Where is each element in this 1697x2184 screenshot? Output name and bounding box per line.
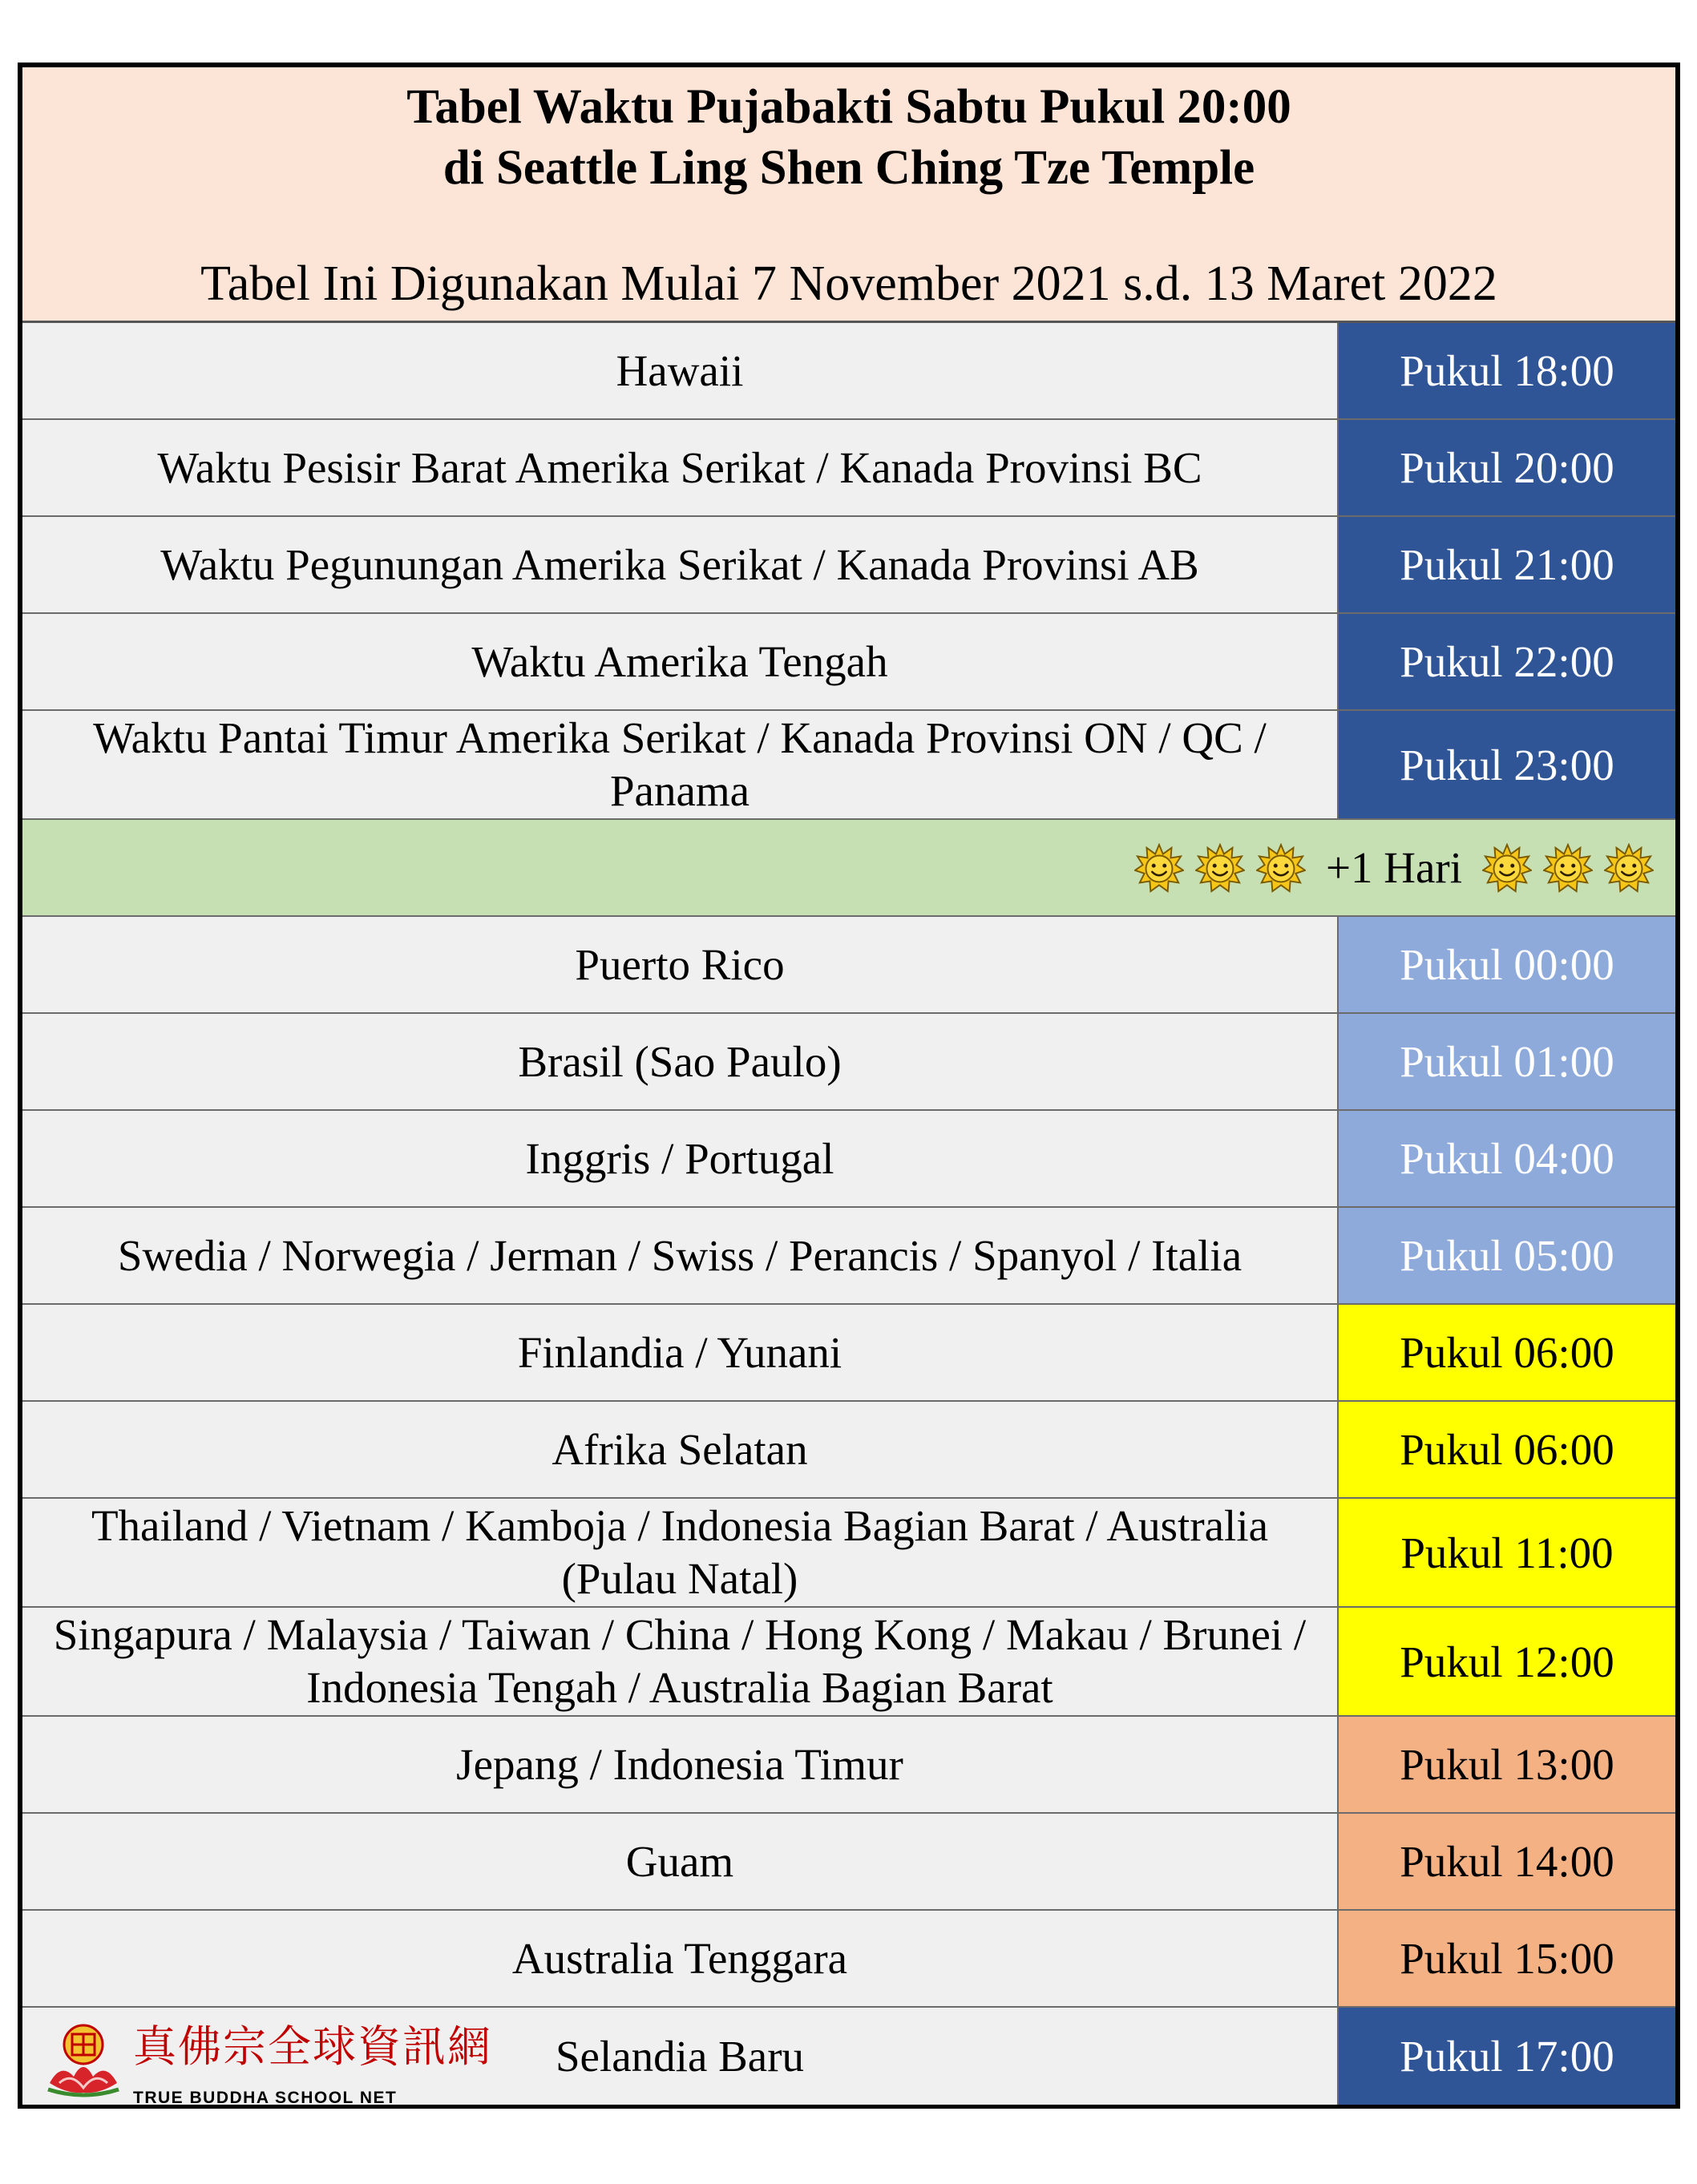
time-cell: Pukul 11:00 [1339,1499,1675,1606]
true-buddha-school-logo [43,2019,492,2107]
time-cell: Pukul 12:00 [1339,1608,1675,1715]
sun-face-icon [1256,843,1306,893]
table-header [22,67,1675,323]
table-row [22,1814,1675,1911]
sun-face-icon [1543,843,1593,893]
table-row [22,1911,1675,2008]
region-cell: Australia Tenggara [22,1911,1339,2006]
time-cell: Pukul 22:00 [1339,614,1675,709]
region-cell: Waktu Pegunungan Amerika Serikat / Kanada Provinsi AB [22,517,1339,612]
table-row [22,1717,1675,1814]
table-row [22,420,1675,517]
time-cell: Pukul 13:00 [1339,1717,1675,1812]
logo-chinese-text: 真佛宗全球資訊網 [133,2021,492,2072]
title-line-2: di Seattle Ling Shen Ching Tze Temple [442,141,1255,195]
logo-english-text: TRUE BUDDHA SCHOOL NET [133,2089,398,2107]
region-cell: Waktu Amerika Tengah [22,614,1339,709]
time-cell: Pukul 17:00 [1339,2008,1675,2105]
region-cell: Afrika Selatan [22,1402,1339,1497]
region-cell: Puerto Rico [22,917,1339,1012]
time-cell: Pukul 05:00 [1339,1208,1675,1303]
next-day-separator [22,820,1675,917]
table-row [22,1208,1675,1305]
table-row [22,1014,1675,1111]
table-row [22,1305,1675,1402]
region-cell: Guam [22,1814,1339,1909]
table-row [22,711,1675,820]
table-row [22,517,1675,614]
sun-face-icon [1482,843,1532,893]
table-row [22,2008,1675,2105]
time-cell: Pukul 21:00 [1339,517,1675,612]
table-row [22,614,1675,711]
region-cell: Hawaii [22,323,1339,418]
region-cell: Brasil (Sao Paulo) [22,1014,1339,1109]
time-cell: Pukul 00:00 [1339,917,1675,1012]
region-cell [22,2008,1339,2105]
time-cell: Pukul 15:00 [1339,1911,1675,2006]
table-row [22,1608,1675,1717]
title-line-1: Tabel Waktu Pujabakti Sabtu Pukul 20:00 [406,80,1291,134]
region-cell: Inggris / Portugal [22,1111,1339,1206]
region-cell: Swedia / Norwegia / Jerman / Swiss / Perancis / Spanyol / Italia [22,1208,1339,1303]
time-cell: Pukul 14:00 [1339,1814,1675,1909]
time-cell: Pukul 04:00 [1339,1111,1675,1206]
region-cell: Waktu Pesisir Barat Amerika Serikat / Kanada Provinsi BC [22,420,1339,515]
table-row [22,1499,1675,1608]
sun-face-icon [1604,843,1654,893]
region-cell: Singapura / Malaysia / Taiwan / China / Hong Kong / Makau / Brunei / Indonesia Tengah / Australia Bagian Barat [22,1608,1339,1715]
region-cell: Waktu Pantai Timur Amerika Serikat / Kanada Provinsi ON / QC / Panama [22,711,1339,818]
region-cell: Thailand / Vietnam / Kamboja / Indonesia Bagian Barat / Australia (Pulau Natal) [22,1499,1339,1606]
schedule-table [18,63,1680,2109]
sun-face-icon [1134,843,1184,893]
sun-face-icon [1195,843,1245,893]
region-cell: Finlandia / Yunani [22,1305,1339,1400]
table-row [22,1402,1675,1499]
region-label: Selandia Baru [555,2031,805,2081]
time-cell: Pukul 23:00 [1339,711,1675,818]
time-cell: Pukul 01:00 [1339,1014,1675,1109]
table-row [22,323,1675,420]
lotus-seal-icon [43,2021,123,2097]
time-cell: Pukul 20:00 [1339,420,1675,515]
next-day-label: +1 Hari [1326,843,1462,892]
table-row [22,917,1675,1014]
region-cell: Jepang / Indonesia Timur [22,1717,1339,1812]
time-cell: Pukul 06:00 [1339,1402,1675,1497]
time-cell: Pukul 06:00 [1339,1305,1675,1400]
validity-subtitle: Tabel Ini Digunakan Mulai 7 November 2021 s.d. 13 Maret 2022 [200,256,1497,311]
time-cell: Pukul 18:00 [1339,323,1675,418]
table-row [22,1111,1675,1208]
